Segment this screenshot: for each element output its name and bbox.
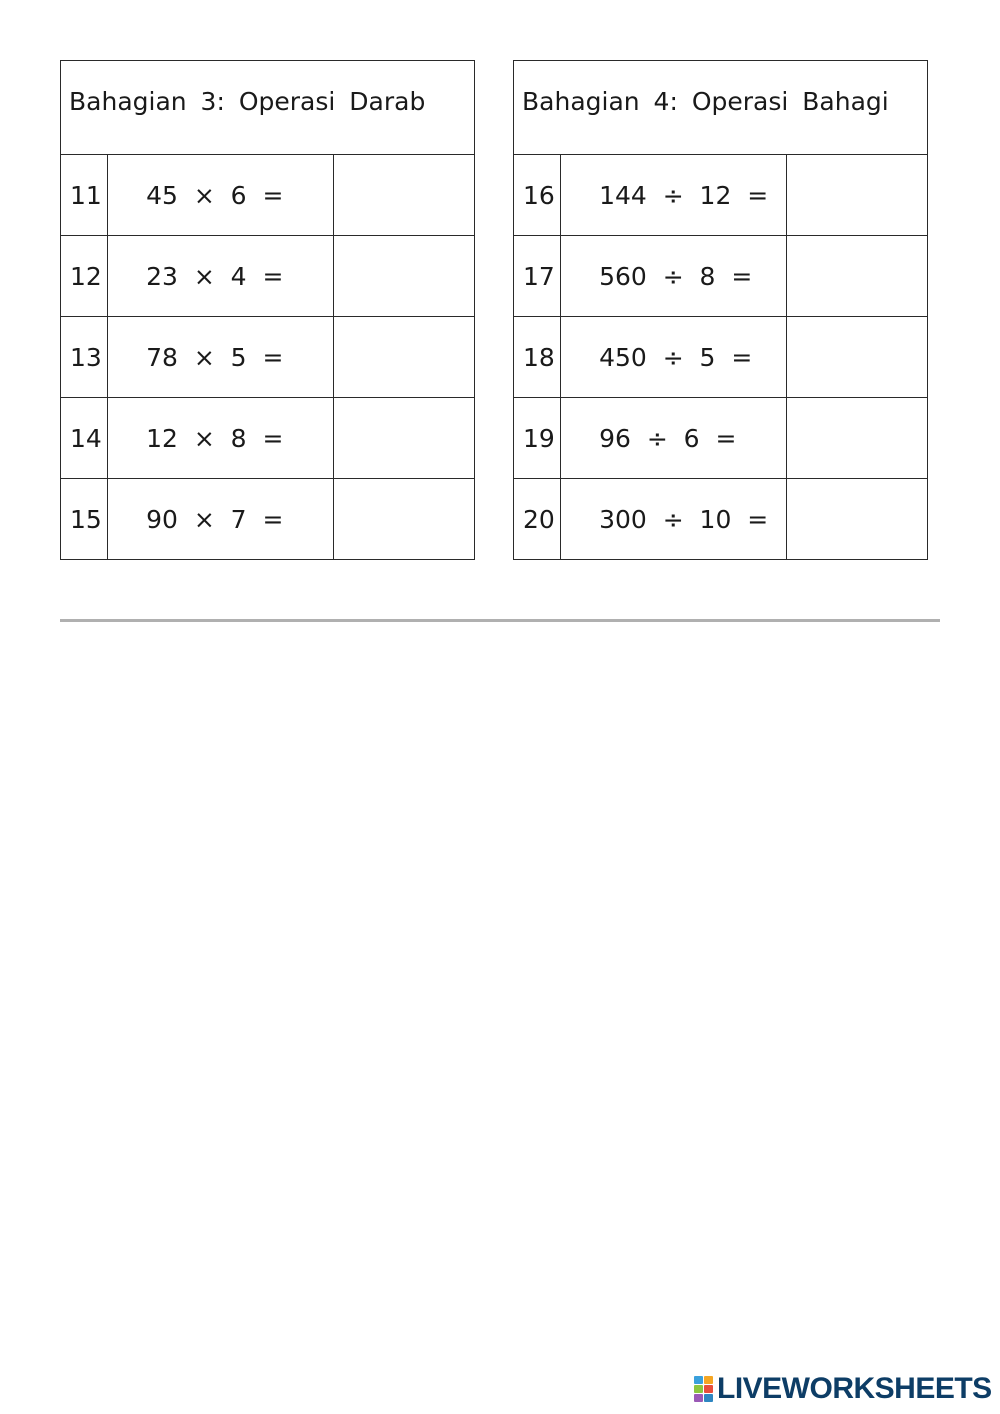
answer-cell	[333, 155, 474, 236]
answer-cell	[333, 398, 474, 479]
logo-square	[694, 1385, 703, 1393]
question-text: 300 ÷ 10 =	[561, 479, 787, 560]
question-text: 45 × 6 =	[108, 155, 334, 236]
question-number: 16	[514, 155, 561, 236]
answer-cell	[786, 317, 927, 398]
table-row	[61, 155, 475, 236]
question-text: 450 ÷ 5 =	[561, 317, 787, 398]
section-divider	[60, 619, 940, 622]
answer-input-13[interactable]	[334, 317, 474, 397]
logo-square	[704, 1394, 713, 1402]
question-number: 11	[61, 155, 108, 236]
section-3-table	[60, 60, 475, 560]
table-row	[514, 236, 928, 317]
answer-input-20[interactable]	[787, 479, 927, 559]
answer-cell	[333, 317, 474, 398]
question-number: 12	[61, 236, 108, 317]
logo-square	[694, 1376, 703, 1384]
liveworksheets-wordmark: LIVEWORKSHEETS	[717, 1372, 992, 1405]
question-number: 18	[514, 317, 561, 398]
question-text: 12 × 8 =	[108, 398, 334, 479]
answer-cell	[786, 236, 927, 317]
question-number: 15	[61, 479, 108, 560]
question-number: 20	[514, 479, 561, 560]
section-3-header-row	[61, 61, 475, 155]
question-number: 17	[514, 236, 561, 317]
question-text: 560 ÷ 8 =	[561, 236, 787, 317]
table-row	[61, 317, 475, 398]
answer-input-16[interactable]	[787, 155, 927, 235]
table-row	[514, 479, 928, 560]
question-text: 144 ÷ 12 =	[561, 155, 787, 236]
answer-input-11[interactable]	[334, 155, 474, 235]
logo-square	[704, 1376, 713, 1384]
answer-input-18[interactable]	[787, 317, 927, 397]
question-number: 14	[61, 398, 108, 479]
answer-input-14[interactable]	[334, 398, 474, 478]
question-number: 19	[514, 398, 561, 479]
table-row	[514, 155, 928, 236]
table-row	[514, 317, 928, 398]
liveworksheets-logo	[694, 1374, 992, 1404]
question-text: 23 × 4 =	[108, 236, 334, 317]
answer-cell	[333, 236, 474, 317]
section-4-title: Bahagian 4: Operasi Bahagi	[514, 61, 928, 155]
answer-input-12[interactable]	[334, 236, 474, 316]
question-number: 13	[61, 317, 108, 398]
answer-cell	[786, 479, 927, 560]
logo-square	[704, 1385, 713, 1393]
section-3-title: Bahagian 3: Operasi Darab	[61, 61, 475, 155]
table-row	[61, 479, 475, 560]
answer-input-19[interactable]	[787, 398, 927, 478]
answer-input-17[interactable]	[787, 236, 927, 316]
question-text: 78 × 5 =	[108, 317, 334, 398]
answer-cell	[786, 155, 927, 236]
answer-input-15[interactable]	[334, 479, 474, 559]
section-4-header-row	[514, 61, 928, 155]
table-row	[514, 398, 928, 479]
answer-cell	[333, 479, 474, 560]
answer-cell	[786, 398, 927, 479]
liveworksheets-icon	[694, 1376, 714, 1402]
section-4-table	[513, 60, 928, 560]
table-row	[61, 236, 475, 317]
question-text: 90 × 7 =	[108, 479, 334, 560]
table-row	[61, 398, 475, 479]
logo-square	[694, 1394, 703, 1402]
question-text: 96 ÷ 6 =	[561, 398, 787, 479]
